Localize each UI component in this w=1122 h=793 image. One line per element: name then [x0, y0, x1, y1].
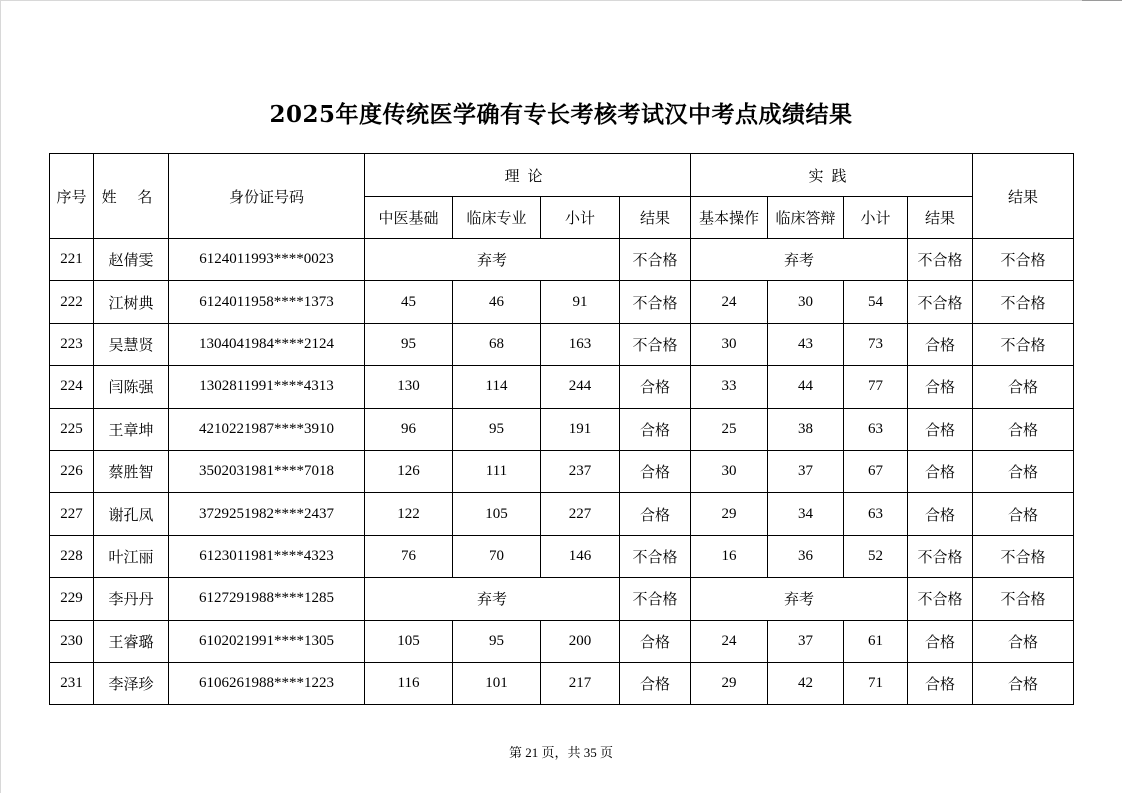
cell-theory-basic: 130 — [365, 366, 453, 408]
header-theory-subtotal: 小计 — [541, 197, 620, 239]
cell-practice-operation: 33 — [691, 366, 768, 408]
cell-practice-operation: 24 — [691, 620, 768, 662]
cell-theory-basic: 45 — [365, 281, 453, 323]
cell-practice-result: 不合格 — [908, 239, 973, 281]
cell-final-result: 合格 — [973, 408, 1074, 450]
cell-theory-result: 不合格 — [620, 239, 691, 281]
cell-theory-result: 合格 — [620, 408, 691, 450]
cell-final-result: 不合格 — [973, 239, 1074, 281]
table-header — [50, 154, 1074, 239]
cell-theory-subtotal: 146 — [541, 535, 620, 577]
table-row — [50, 535, 1074, 577]
cell-theory-subtotal: 237 — [541, 450, 620, 492]
header-practice-operation: 基本操作 — [691, 197, 768, 239]
cell-practice-subtotal: 71 — [844, 662, 908, 704]
cell-theory-result: 不合格 — [620, 578, 691, 620]
cell-practice-operation: 16 — [691, 535, 768, 577]
cell-theory-subtotal: 200 — [541, 620, 620, 662]
cell-final-result: 合格 — [973, 662, 1074, 704]
cell-final-result: 合格 — [973, 450, 1074, 492]
cell-id-number: 6102021991****1305 — [169, 620, 365, 662]
cell-practice-subtotal: 52 — [844, 535, 908, 577]
cell-seq: 221 — [50, 239, 94, 281]
table-row — [50, 366, 1074, 408]
cell-theory-result: 不合格 — [620, 323, 691, 365]
cell-practice-result: 合格 — [908, 323, 973, 365]
table-row — [50, 620, 1074, 662]
cell-practice-defense: 44 — [768, 366, 844, 408]
cell-name: 蔡胜智 — [94, 450, 169, 492]
header-seq: 序号 — [50, 154, 94, 239]
cell-name: 王睿璐 — [94, 620, 169, 662]
table-row — [50, 450, 1074, 492]
cell-theory-basic: 76 — [365, 535, 453, 577]
cell-practice-absent: 弃考 — [691, 578, 908, 620]
cell-theory-basic: 116 — [365, 662, 453, 704]
cell-theory-result: 合格 — [620, 366, 691, 408]
cell-theory-result: 不合格 — [620, 535, 691, 577]
cell-practice-defense: 37 — [768, 620, 844, 662]
cell-id-number: 1302811991****4313 — [169, 366, 365, 408]
cell-final-result: 合格 — [973, 493, 1074, 535]
cell-practice-defense: 38 — [768, 408, 844, 450]
cell-seq: 230 — [50, 620, 94, 662]
cell-theory-result: 合格 — [620, 493, 691, 535]
cell-practice-defense: 36 — [768, 535, 844, 577]
cell-practice-operation: 24 — [691, 281, 768, 323]
cell-theory-subtotal: 227 — [541, 493, 620, 535]
page-edge-top — [0, 0, 1122, 1]
cell-practice-absent: 弃考 — [691, 239, 908, 281]
cell-practice-subtotal: 63 — [844, 493, 908, 535]
cell-seq: 231 — [50, 662, 94, 704]
table-row — [50, 239, 1074, 281]
cell-id-number: 6123011981****4323 — [169, 535, 365, 577]
header-practice: 实践 — [691, 154, 973, 197]
cell-theory-result: 合格 — [620, 662, 691, 704]
header-final-result: 结果 — [973, 154, 1074, 239]
cell-final-result: 不合格 — [973, 578, 1074, 620]
cell-final-result: 不合格 — [973, 281, 1074, 323]
page-footer: 第 21 页，共 35 页 — [508, 745, 613, 760]
cell-practice-operation: 30 — [691, 323, 768, 365]
cell-practice-subtotal: 61 — [844, 620, 908, 662]
cell-theory-subtotal: 163 — [541, 323, 620, 365]
cell-seq: 224 — [50, 366, 94, 408]
cell-name: 闫陈强 — [94, 366, 169, 408]
cell-seq: 223 — [50, 323, 94, 365]
cell-practice-subtotal: 67 — [844, 450, 908, 492]
cell-seq: 228 — [50, 535, 94, 577]
cell-practice-result: 不合格 — [908, 535, 973, 577]
cell-practice-defense: 37 — [768, 450, 844, 492]
cell-practice-result: 合格 — [908, 620, 973, 662]
cell-practice-result: 合格 — [908, 450, 973, 492]
cell-id-number: 6127291988****1285 — [169, 578, 365, 620]
cell-theory-subtotal: 217 — [541, 662, 620, 704]
cell-theory-basic: 96 — [365, 408, 453, 450]
cell-theory-result: 合格 — [620, 450, 691, 492]
cell-theory-basic: 95 — [365, 323, 453, 365]
cell-final-result: 不合格 — [973, 535, 1074, 577]
table-row — [50, 662, 1074, 704]
header-theory-clinical: 临床专业 — [453, 197, 541, 239]
cell-theory-clinical: 105 — [453, 493, 541, 535]
table-row — [50, 493, 1074, 535]
cell-practice-defense: 30 — [768, 281, 844, 323]
header-theory: 理论 — [365, 154, 691, 197]
cell-practice-result: 合格 — [908, 493, 973, 535]
cell-theory-basic: 122 — [365, 493, 453, 535]
results-table — [49, 153, 1074, 705]
cell-id-number: 3729251982****2437 — [169, 493, 365, 535]
page-title: 2025年度传统医学确有专长考核考试汉中考点成绩结果 — [269, 101, 853, 128]
cell-practice-subtotal: 63 — [844, 408, 908, 450]
cell-practice-defense: 34 — [768, 493, 844, 535]
cell-practice-operation: 25 — [691, 408, 768, 450]
cell-seq: 222 — [50, 281, 94, 323]
cell-name: 李丹丹 — [94, 578, 169, 620]
cell-name: 谢孔凤 — [94, 493, 169, 535]
cell-theory-clinical: 70 — [453, 535, 541, 577]
table-row — [50, 578, 1074, 620]
cell-seq: 229 — [50, 578, 94, 620]
cell-seq: 226 — [50, 450, 94, 492]
cell-practice-operation: 29 — [691, 493, 768, 535]
cell-final-result: 合格 — [973, 620, 1074, 662]
cell-practice-result: 不合格 — [908, 578, 973, 620]
table-row — [50, 408, 1074, 450]
cell-practice-result: 合格 — [908, 366, 973, 408]
cell-id-number: 1304041984****2124 — [169, 323, 365, 365]
table-row — [50, 281, 1074, 323]
cell-theory-absent: 弃考 — [365, 578, 620, 620]
cell-id-number: 6124011993****0023 — [169, 239, 365, 281]
cell-name: 江树典 — [94, 281, 169, 323]
cell-seq: 227 — [50, 493, 94, 535]
cell-practice-defense: 43 — [768, 323, 844, 365]
cell-name: 吴慧贤 — [94, 323, 169, 365]
cell-theory-clinical: 46 — [453, 281, 541, 323]
cell-theory-clinical: 95 — [453, 620, 541, 662]
header-id: 身份证号码 — [169, 154, 365, 239]
cell-practice-subtotal: 77 — [844, 366, 908, 408]
table-row — [50, 323, 1074, 365]
header-practice-subtotal: 小计 — [844, 197, 908, 239]
cell-theory-subtotal: 191 — [541, 408, 620, 450]
cell-id-number: 6124011958****1373 — [169, 281, 365, 323]
cell-id-number: 4210221987****3910 — [169, 408, 365, 450]
cell-theory-basic: 126 — [365, 450, 453, 492]
cell-practice-defense: 42 — [768, 662, 844, 704]
header-practice-defense: 临床答辩 — [768, 197, 844, 239]
cell-practice-result: 合格 — [908, 408, 973, 450]
cell-final-result: 合格 — [973, 366, 1074, 408]
table-body — [50, 239, 1074, 705]
cell-practice-operation: 29 — [691, 662, 768, 704]
header-theory-basic: 中医基础 — [365, 197, 453, 239]
page-edge-corner — [1082, 0, 1122, 1]
cell-theory-clinical: 111 — [453, 450, 541, 492]
cell-practice-subtotal: 54 — [844, 281, 908, 323]
cell-id-number: 3502031981****7018 — [169, 450, 365, 492]
cell-theory-subtotal: 91 — [541, 281, 620, 323]
cell-theory-subtotal: 244 — [541, 366, 620, 408]
cell-theory-clinical: 95 — [453, 408, 541, 450]
cell-theory-clinical: 114 — [453, 366, 541, 408]
cell-practice-result: 不合格 — [908, 281, 973, 323]
cell-theory-basic: 105 — [365, 620, 453, 662]
header-name: 姓 名 — [94, 154, 169, 239]
cell-theory-clinical: 101 — [453, 662, 541, 704]
cell-practice-result: 合格 — [908, 662, 973, 704]
cell-theory-absent: 弃考 — [365, 239, 620, 281]
cell-theory-clinical: 68 — [453, 323, 541, 365]
cell-practice-subtotal: 73 — [844, 323, 908, 365]
header-practice-result: 结果 — [908, 197, 973, 239]
cell-id-number: 6106261988****1223 — [169, 662, 365, 704]
header-theory-result: 结果 — [620, 197, 691, 239]
cell-practice-operation: 30 — [691, 450, 768, 492]
cell-theory-result: 合格 — [620, 620, 691, 662]
cell-name: 叶江丽 — [94, 535, 169, 577]
cell-name: 赵倩雯 — [94, 239, 169, 281]
cell-name: 李泽珍 — [94, 662, 169, 704]
cell-final-result: 不合格 — [973, 323, 1074, 365]
cell-theory-result: 不合格 — [620, 281, 691, 323]
cell-seq: 225 — [50, 408, 94, 450]
cell-name: 王章坤 — [94, 408, 169, 450]
